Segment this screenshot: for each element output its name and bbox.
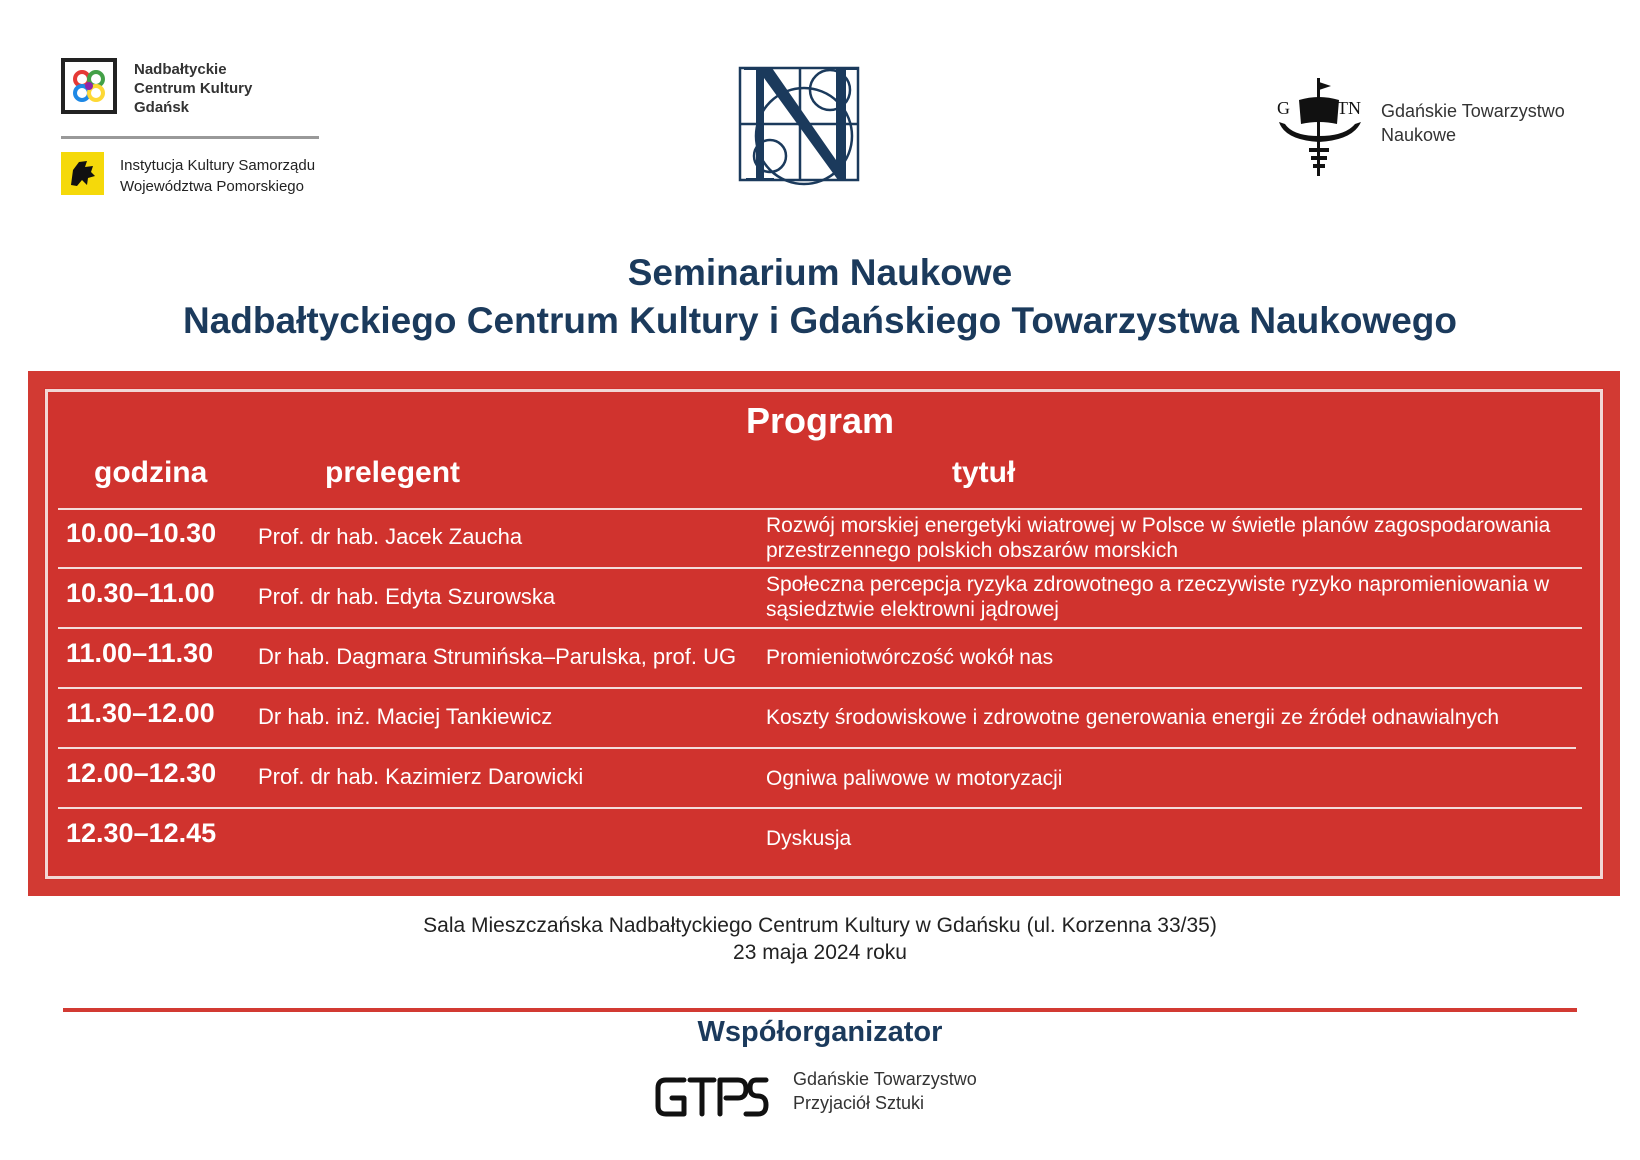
gtps-logo-icon xyxy=(654,1072,770,1122)
schedule-talk-title: Dyskusja xyxy=(766,827,852,850)
venue-info xyxy=(0,912,1640,966)
ncku-logo-icon xyxy=(65,62,113,110)
logo-divider xyxy=(61,136,319,139)
page-title: Seminarium Naukowe xyxy=(627,252,1013,293)
gtn-ship-logo xyxy=(1275,74,1365,180)
row-divider xyxy=(58,687,1582,689)
gtn-name xyxy=(1381,99,1565,147)
monogram-n-icon xyxy=(734,60,870,188)
pomorskie-line: Województwa Pomorskiego xyxy=(120,178,304,195)
row-divider xyxy=(58,627,1582,629)
gtn-name-line: Gdańskie Towarzystwo xyxy=(1381,101,1565,121)
page-subtitle: Nadbałtyckiego Centrum Kultury i Gdańskiego Towarzystwa Naukowego xyxy=(182,300,1457,341)
coorganizer-name-line: Gdańskie Towarzystwo xyxy=(793,1069,977,1089)
gtn-name-line: Naukowe xyxy=(1381,125,1457,145)
venue-place: Sala Mieszczańska Nadbałtyckiego Centrum Kultury w Gdańsku (ul. Korzenna 33/35) xyxy=(423,914,1217,937)
footer-divider xyxy=(63,1008,1577,1012)
schedule-time: 11.30–12.00 xyxy=(66,698,215,728)
column-header-speaker: prelegent xyxy=(325,456,461,489)
schedule-talk-title: Społeczna percepcja ryzyka zdrowotnego a rzeczywiste ryzyko napromieniowania w sąsiedztwie elektrowni jądrowej xyxy=(766,573,1550,621)
schedule-speaker: Prof. dr hab. Edyta Szurowska xyxy=(258,584,556,609)
coorganizer-label: Współorganizator xyxy=(697,1016,943,1048)
ncku-name-line: Gdańsk xyxy=(134,99,190,116)
gtn-logo-letters-tn: TN xyxy=(1337,98,1361,118)
ncku-name-line: Nadbałtyckie xyxy=(134,61,227,78)
schedule-talk-title: Promieniotwórczość wokół nas xyxy=(766,646,1054,669)
ncku-name-line: Centrum Kultury xyxy=(134,80,253,97)
pomorskie-line: Instytucja Kultury Samorządu xyxy=(120,157,316,174)
column-header-time: godzina xyxy=(94,456,208,489)
schedule-talk-title: Rozwój morskiej energetyki wiatrowej w Polsce w świetle planów zagospodarowania przestrzennego polskich obszarów morskich xyxy=(766,514,1551,562)
program-heading: Program xyxy=(745,400,895,441)
schedule-talk-title: Koszty środowiskowe i zdrowotne generowania energii ze źródeł odnawialnych xyxy=(766,706,1500,729)
schedule-speaker: Prof. dr hab. Kazimierz Darowicki xyxy=(258,764,584,789)
schedule-talk-title: Ogniwa paliwowe w motoryzacji xyxy=(766,767,1063,790)
row-divider xyxy=(58,567,1582,569)
schedule-time: 11.00–11.30 xyxy=(66,638,214,668)
gtn-ship-icon xyxy=(1275,74,1365,180)
schedule-time: 10.30–11.00 xyxy=(66,578,215,608)
column-header-title: tytuł xyxy=(952,456,1016,489)
coorganizer-name-line: Przyjaciół Sztuki xyxy=(793,1093,925,1113)
event-date: 23 maja 2024 roku xyxy=(733,941,907,964)
schedule-speaker: Dr hab. Dagmara Strumińska–Parulska, prof. UG xyxy=(258,644,737,669)
schedule-speaker: Prof. dr hab. Jacek Zaucha xyxy=(258,524,523,549)
pomorskie-text xyxy=(120,155,315,197)
ncku-logo xyxy=(61,58,117,114)
pomorskie-griffin-icon xyxy=(61,152,104,195)
row-divider xyxy=(58,747,1576,749)
ncku-name xyxy=(134,60,252,117)
schedule-time: 12.30–12.45 xyxy=(66,818,217,848)
schedule-time: 12.00–12.30 xyxy=(66,758,217,788)
schedule-speaker: Dr hab. inż. Maciej Tankiewicz xyxy=(258,704,553,729)
row-divider xyxy=(58,508,1582,510)
gtn-logo-letter-g: G xyxy=(1277,98,1290,118)
seminar-monogram-logo xyxy=(734,60,870,188)
coorganizer-name xyxy=(793,1067,977,1115)
row-divider xyxy=(58,807,1582,809)
schedule-time: 10.00–10.30 xyxy=(66,518,217,548)
